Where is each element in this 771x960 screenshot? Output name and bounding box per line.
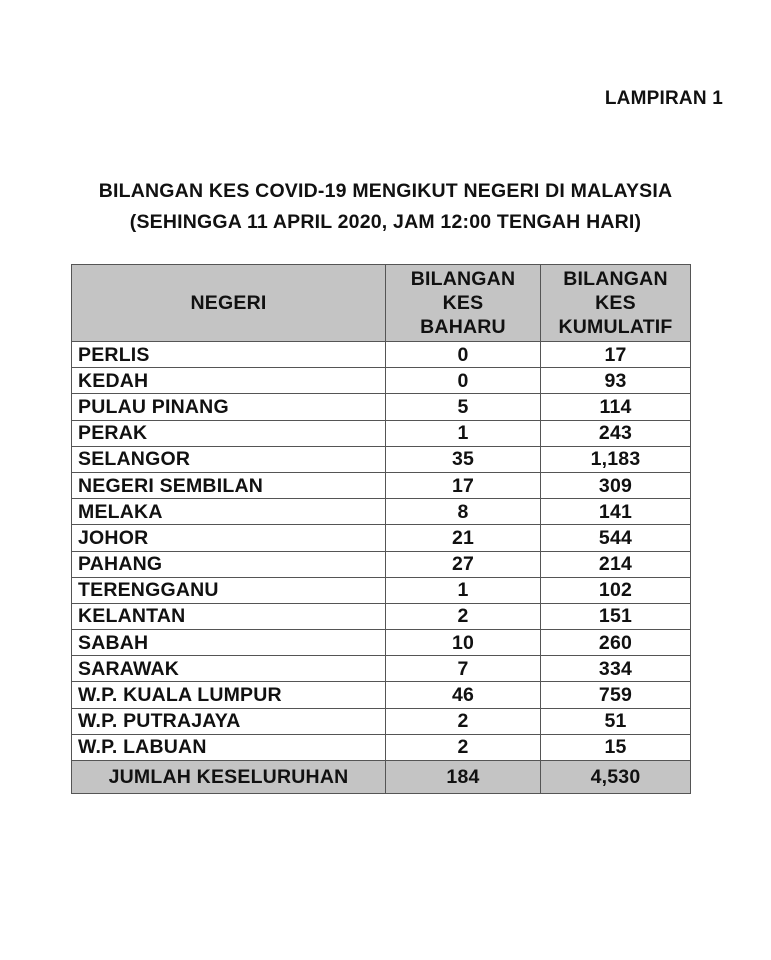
title-line-2: (SEHINGGA 11 APRIL 2020, JAM 12:00 TENGAH HARI) [129,211,642,233]
header-cumulative-cases-line: KES [595,292,636,314]
header-new-cases-line: KES [442,292,484,314]
state-cell: W.P. PUTRAJAYA [72,708,386,734]
table-row [72,420,691,446]
state-cell: MELAKA [72,499,386,525]
new-cases-cell: 17 [386,472,541,498]
table-row [72,551,691,577]
cumulative-cases-cell: 17 [541,342,691,368]
table-row [72,472,691,498]
state-cell: TERENGGANU [72,577,386,603]
new-cases-cell: 2 [386,603,541,629]
header-cumulative-cases-line: BILANGAN [563,268,668,290]
new-cases-cell: 1 [386,420,541,446]
header-cumulative-cases-line: KUMULATIF [558,316,673,338]
state-cell: PERLIS [72,342,386,368]
total-label: JUMLAH KESELURUHAN [72,761,386,794]
header-new-cases [386,265,541,342]
cumulative-cases-cell: 544 [541,525,691,551]
title-line-1: BILANGAN KES COVID-19 MENGIKUT NEGERI DI MALAYSIA [98,180,673,202]
total-new-cases: 184 [386,761,541,794]
cumulative-cases-cell: 1,183 [541,446,691,472]
new-cases-cell: 46 [386,682,541,708]
new-cases-cell: 5 [386,394,541,420]
state-cell: SABAH [72,630,386,656]
new-cases-cell: 7 [386,656,541,682]
cumulative-cases-cell: 93 [541,368,691,394]
state-cell: W.P. LABUAN [72,734,386,760]
cumulative-cases-cell: 214 [541,551,691,577]
covid-cases-table [71,264,691,794]
table-row [72,342,691,368]
table-row [72,734,691,760]
cumulative-cases-cell: 15 [541,734,691,760]
cumulative-cases-cell: 151 [541,603,691,629]
state-cell: KELANTAN [72,603,386,629]
new-cases-cell: 1 [386,577,541,603]
header-cumulative-cases [541,265,691,342]
appendix-label: LAMPIRAN 1 [604,88,723,109]
state-cell: SELANGOR [72,446,386,472]
cumulative-cases-cell: 260 [541,630,691,656]
cumulative-cases-cell: 759 [541,682,691,708]
state-cell: W.P. KUALA LUMPUR [72,682,386,708]
new-cases-cell: 10 [386,630,541,656]
table-row [72,394,691,420]
table-row [72,446,691,472]
state-cell: PERAK [72,420,386,446]
table-row [72,630,691,656]
cumulative-cases-cell: 114 [541,394,691,420]
total-row [72,761,691,794]
state-cell: JOHOR [72,525,386,551]
cumulative-cases-cell: 141 [541,499,691,525]
state-cell: PAHANG [72,551,386,577]
table-row [72,525,691,551]
new-cases-cell: 0 [386,342,541,368]
cumulative-cases-cell: 334 [541,656,691,682]
new-cases-cell: 2 [386,734,541,760]
cumulative-cases-cell: 51 [541,708,691,734]
new-cases-cell: 8 [386,499,541,525]
table-row [72,499,691,525]
cumulative-cases-cell: 243 [541,420,691,446]
header-new-cases-line: BAHARU [420,316,506,338]
header-state: NEGERI [72,265,386,342]
table-row [72,708,691,734]
table-row [72,577,691,603]
new-cases-cell: 21 [386,525,541,551]
table-row [72,368,691,394]
new-cases-cell: 35 [386,446,541,472]
table-header-row [72,265,691,342]
state-cell: NEGERI SEMBILAN [72,472,386,498]
table-row [72,603,691,629]
new-cases-cell: 27 [386,551,541,577]
header-new-cases-line: BILANGAN [410,268,516,290]
state-cell: SARAWAK [72,656,386,682]
total-cumulative-cases: 4,530 [541,761,691,794]
document-title [0,176,771,238]
table-row [72,656,691,682]
new-cases-cell: 2 [386,708,541,734]
new-cases-cell: 0 [386,368,541,394]
cumulative-cases-cell: 102 [541,577,691,603]
cumulative-cases-cell: 309 [541,472,691,498]
state-cell: KEDAH [72,368,386,394]
state-cell: PULAU PINANG [72,394,386,420]
table-row [72,682,691,708]
